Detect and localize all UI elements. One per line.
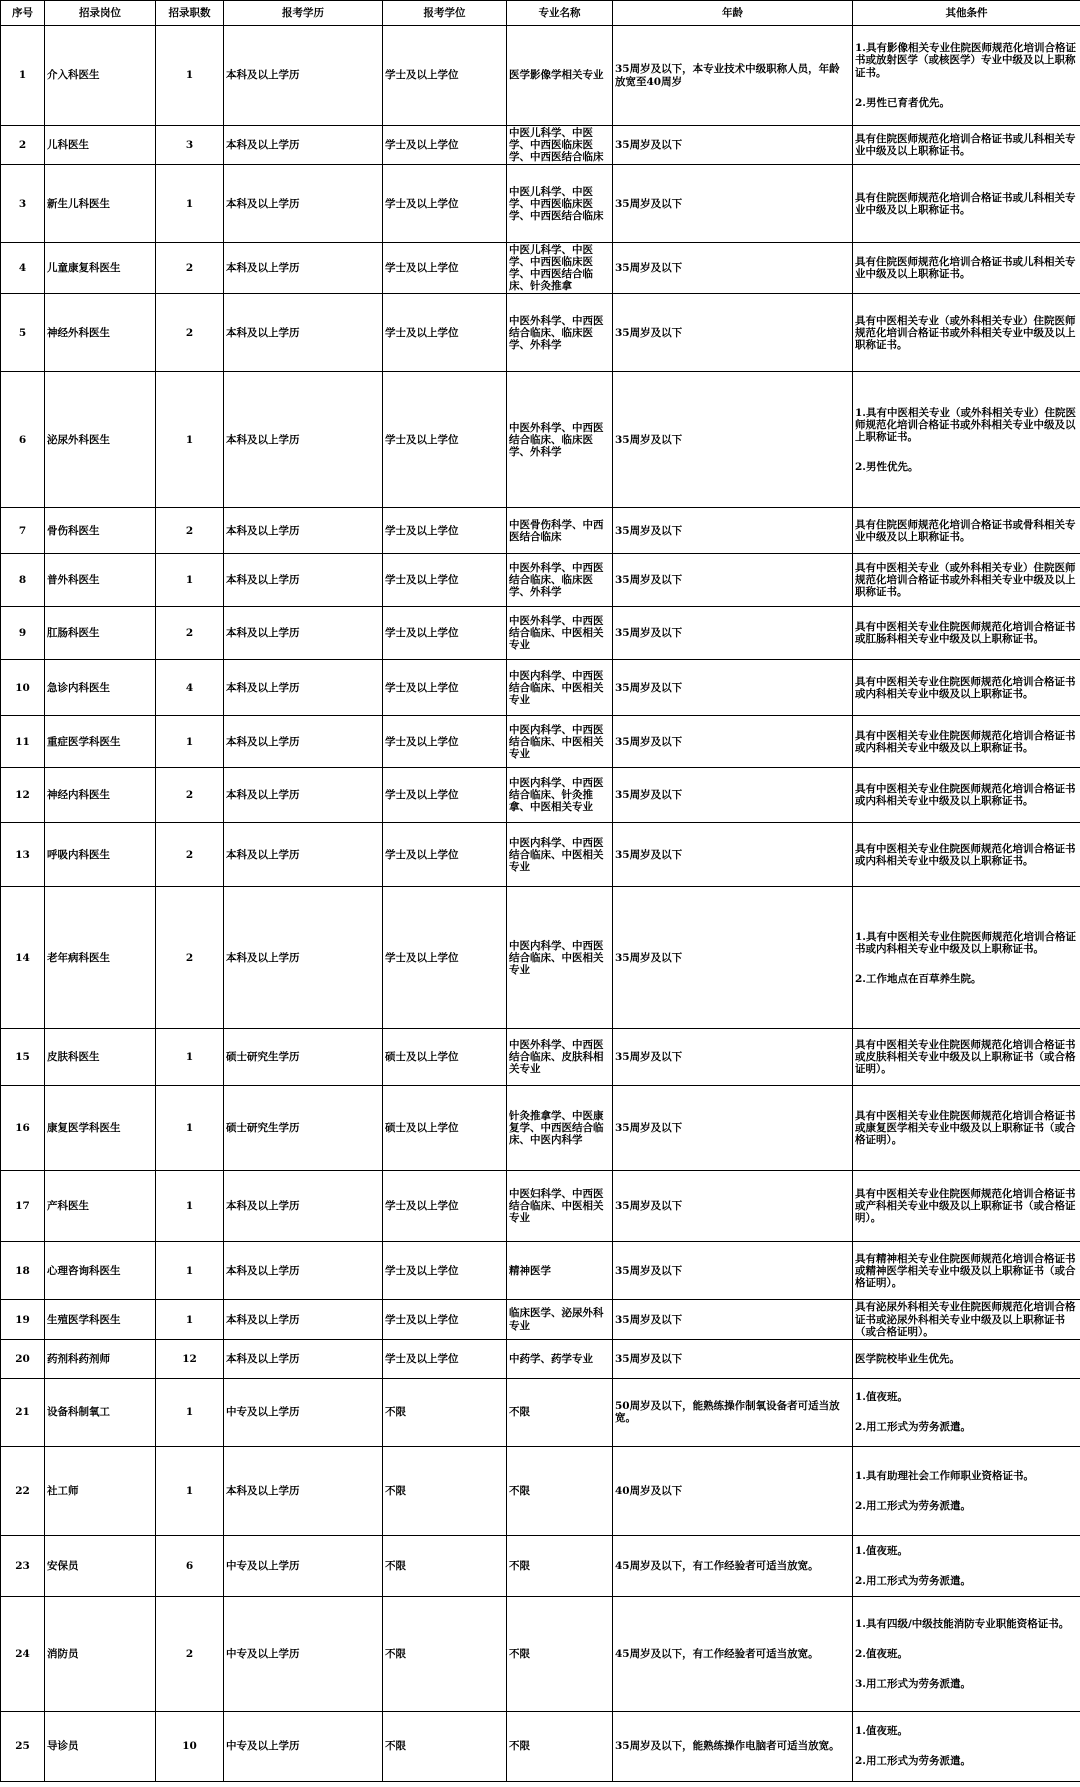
cell-age: 35周岁及以下: [613, 1029, 853, 1086]
cell-other-conditions: [853, 887, 1080, 1029]
cell-education: 本科及以上学历: [224, 607, 383, 660]
cell-major: 中医外科学、中西医结合临床、中医相关专业: [507, 607, 613, 660]
cell-other-conditions: [853, 1535, 1080, 1596]
header-row: [1, 1, 1080, 26]
header-cell-degree: 报考学位: [383, 1, 507, 26]
cell-major: 中医外科学、中西医结合临床、临床医学、外科学: [507, 554, 613, 607]
cell-degree: 学士及以上学位: [383, 1339, 507, 1378]
cell-post-name: 社工师: [45, 1446, 156, 1535]
table-row: [1, 1535, 1080, 1596]
cell-degree: 不限: [383, 1535, 507, 1596]
condition-line: 1.具有影像相关专业住院医师规范化培训合格证书或放射医学（或核医学）专业中级及以上职称证书。: [855, 42, 1076, 79]
condition-line: 2.男性已育者优先。: [855, 96, 950, 109]
cell-education: 硕士研究生学历: [224, 1029, 383, 1086]
cell-education: 本科及以上学历: [224, 294, 383, 372]
header-cell-no: 序号: [1, 1, 45, 26]
cell-post-count: 10: [156, 1711, 224, 1781]
cell-degree: 学士及以上学位: [383, 823, 507, 887]
cell-degree: 学士及以上学位: [383, 165, 507, 243]
table-row: [1, 372, 1080, 508]
table-row: [1, 607, 1080, 660]
cell-row-number: 16: [1, 1086, 45, 1171]
cell-post-name: 皮肤科医生: [45, 1029, 156, 1086]
cell-age: 35周岁及以下: [613, 126, 853, 165]
cell-age: 45周岁及以下，有工作经验者可适当放宽。: [613, 1535, 853, 1596]
cell-other-conditions: [853, 716, 1080, 768]
cell-degree: 学士及以上学位: [383, 716, 507, 768]
cell-age: 35周岁及以下，能熟练操作电脑者可适当放宽。: [613, 1711, 853, 1781]
cell-degree: 学士及以上学位: [383, 508, 507, 554]
table-row: [1, 1596, 1080, 1711]
condition-line: 具有中医相关专业住院医师规范化培训合格证书或皮肤科相关专业中级及以上职称证书（或合格证明）。: [855, 1039, 1076, 1076]
condition-line: 具有中医相关专业（或外科相关专业）住院医师规范化培训合格证书或外科相关专业中级及以上职称证书。: [855, 562, 1076, 599]
table-row: [1, 1029, 1080, 1086]
cell-degree: 学士及以上学位: [383, 1300, 507, 1339]
table-row: [1, 1378, 1080, 1446]
cell-row-number: 23: [1, 1535, 45, 1596]
cell-education: 本科及以上学历: [224, 1171, 383, 1242]
condition-line: 2.男性优先。: [855, 461, 919, 473]
cell-other-conditions: [853, 1339, 1080, 1378]
cell-post-name: 儿童康复科医生: [45, 243, 156, 294]
cell-post-count: 1: [156, 1086, 224, 1171]
cell-post-count: 2: [156, 1596, 224, 1711]
table-row: [1, 1711, 1080, 1781]
cell-education: 本科及以上学历: [224, 1300, 383, 1339]
cell-education: 中专及以上学历: [224, 1596, 383, 1711]
condition-line: 3.用工形式为劳务派遣。: [855, 1677, 971, 1690]
cell-post-name: 生殖医学科医生: [45, 1300, 156, 1339]
cell-degree: 学士及以上学位: [383, 768, 507, 823]
cell-age: 35周岁及以下: [613, 372, 853, 508]
cell-post-name: 急诊内科医生: [45, 660, 156, 716]
cell-post-name: 儿科医生: [45, 126, 156, 165]
cell-age: 35周岁及以下: [613, 1242, 853, 1300]
cell-other-conditions: [853, 508, 1080, 554]
cell-major: 不限: [507, 1596, 613, 1711]
cell-post-count: 1: [156, 1171, 224, 1242]
condition-line: 具有中医相关专业住院医师规范化培训合格证书或内科相关专业中级及以上职称证书。: [855, 729, 1076, 754]
cell-age: 40周岁及以下: [613, 1446, 853, 1535]
cell-post-count: 2: [156, 768, 224, 823]
cell-education: 本科及以上学历: [224, 554, 383, 607]
cell-row-number: 5: [1, 294, 45, 372]
cell-education: 本科及以上学历: [224, 508, 383, 554]
condition-line: 具有住院医师规范化培训合格证书或儿科相关专业中级及以上职称证书。: [855, 191, 1076, 216]
cell-major: 中医内科学、中西医结合临床、中医相关专业: [507, 660, 613, 716]
table-row: [1, 26, 1080, 126]
cell-education: 本科及以上学历: [224, 768, 383, 823]
cell-age: 35周岁及以下，本专业技术中级职称人员，年龄放宽至40周岁: [613, 26, 853, 126]
cell-row-number: 10: [1, 660, 45, 716]
cell-education: 本科及以上学历: [224, 1242, 383, 1300]
cell-major: 中医外科学、中西医结合临床、临床医学、外科学: [507, 294, 613, 372]
cell-post-count: 2: [156, 294, 224, 372]
condition-line: 具有住院医师规范化培训合格证书或儿科相关专业中级及以上职称证书。: [855, 256, 1076, 281]
condition-line: 1.具有中医相关专业住院医师规范化培训合格证书或内科相关专业中级及以上职称证书。: [855, 930, 1076, 955]
cell-post-count: 2: [156, 508, 224, 554]
cell-other-conditions: [853, 294, 1080, 372]
header-cell-major: 专业名称: [507, 1, 613, 26]
cell-age: 35周岁及以下: [613, 607, 853, 660]
cell-post-count: 1: [156, 1242, 224, 1300]
cell-post-count: 1: [156, 554, 224, 607]
cell-post-count: 1: [156, 1300, 224, 1339]
cell-age: 35周岁及以下: [613, 887, 853, 1029]
cell-row-number: 12: [1, 768, 45, 823]
cell-row-number: 15: [1, 1029, 45, 1086]
cell-age: 35周岁及以下: [613, 823, 853, 887]
cell-education: 中专及以上学历: [224, 1535, 383, 1596]
cell-other-conditions: [853, 372, 1080, 508]
cell-education: 硕士研究生学历: [224, 1086, 383, 1171]
cell-row-number: 9: [1, 607, 45, 660]
cell-degree: 不限: [383, 1711, 507, 1781]
cell-other-conditions: [853, 660, 1080, 716]
cell-degree: 学士及以上学位: [383, 887, 507, 1029]
cell-age: 35周岁及以下: [613, 294, 853, 372]
cell-row-number: 4: [1, 243, 45, 294]
cell-other-conditions: [853, 1242, 1080, 1300]
condition-line: 1.值夜班。: [855, 1725, 908, 1738]
cell-age: 35周岁及以下: [613, 165, 853, 243]
cell-other-conditions: [853, 1596, 1080, 1711]
cell-post-name: 产科医生: [45, 1171, 156, 1242]
cell-other-conditions: [853, 1711, 1080, 1781]
cell-major: 不限: [507, 1711, 613, 1781]
cell-post-name: 新生儿科医生: [45, 165, 156, 243]
condition-line: 1.值夜班。: [855, 1391, 908, 1404]
cell-major: 中医内科学、中西医结合临床、中医相关专业: [507, 887, 613, 1029]
cell-post-name: 药剂科药剂师: [45, 1339, 156, 1378]
table-body: [1, 26, 1080, 1782]
cell-degree: 学士及以上学位: [383, 294, 507, 372]
cell-post-count: 6: [156, 1535, 224, 1596]
cell-major: 中药学、药学专业: [507, 1339, 613, 1378]
cell-age: 35周岁及以下: [613, 508, 853, 554]
condition-line: 具有住院医师规范化培训合格证书或儿科相关专业中级及以上职称证书。: [855, 133, 1076, 158]
cell-post-name: 导诊员: [45, 1711, 156, 1781]
cell-post-count: 1: [156, 165, 224, 243]
header-cell-education: 报考学历: [224, 1, 383, 26]
cell-degree: 学士及以上学位: [383, 1171, 507, 1242]
cell-post-name: 重症医学科医生: [45, 716, 156, 768]
table-row: [1, 1086, 1080, 1171]
cell-other-conditions: [853, 768, 1080, 823]
cell-post-name: 消防员: [45, 1596, 156, 1711]
cell-row-number: 22: [1, 1446, 45, 1535]
cell-post-name: 呼吸内科医生: [45, 823, 156, 887]
cell-major: 中医儿科学、中医学、中西医临床医学、中西医结合临床、针灸推拿: [507, 243, 613, 294]
cell-major: 针灸推拿学、中医康复学、中西医结合临床、中医内科学: [507, 1086, 613, 1171]
header-cell-age: 年龄: [613, 1, 853, 26]
table-row: [1, 294, 1080, 372]
cell-row-number: 2: [1, 126, 45, 165]
cell-post-count: 1: [156, 1378, 224, 1446]
cell-education: 本科及以上学历: [224, 823, 383, 887]
table-row: [1, 554, 1080, 607]
header-cell-post: 招录岗位: [45, 1, 156, 26]
condition-line: 具有住院医师规范化培训合格证书或骨科相关专业中级及以上职称证书。: [855, 518, 1076, 543]
cell-other-conditions: [853, 126, 1080, 165]
cell-age: 35周岁及以下: [613, 554, 853, 607]
table-row: [1, 126, 1080, 165]
table-row: [1, 660, 1080, 716]
condition-line: 1.具有助理社会工作师职业资格证书。: [855, 1469, 1034, 1482]
cell-degree: 学士及以上学位: [383, 1242, 507, 1300]
cell-education: 本科及以上学历: [224, 716, 383, 768]
cell-major: 不限: [507, 1535, 613, 1596]
cell-other-conditions: [853, 1300, 1080, 1339]
cell-row-number: 21: [1, 1378, 45, 1446]
cell-education: 本科及以上学历: [224, 660, 383, 716]
condition-line: 具有中医相关专业住院医师规范化培训合格证书或产科相关专业中级及以上职称证书（或合格证明）。: [855, 1188, 1076, 1225]
cell-degree: 不限: [383, 1596, 507, 1711]
cell-post-count: 2: [156, 823, 224, 887]
cell-post-name: 神经内科医生: [45, 768, 156, 823]
cell-post-count: 4: [156, 660, 224, 716]
table-row: [1, 768, 1080, 823]
cell-degree: 学士及以上学位: [383, 660, 507, 716]
cell-age: 35周岁及以下: [613, 660, 853, 716]
cell-post-count: 2: [156, 607, 224, 660]
table-row: [1, 508, 1080, 554]
table-row: [1, 716, 1080, 768]
cell-major: 中医儿科学、中医学、中西医临床医学、中西医结合临床: [507, 165, 613, 243]
cell-post-count: 2: [156, 887, 224, 1029]
condition-line: 2.用工形式为劳务派遣。: [855, 1499, 971, 1512]
cell-other-conditions: [853, 1086, 1080, 1171]
cell-row-number: 19: [1, 1300, 45, 1339]
cell-age: 35周岁及以下: [613, 243, 853, 294]
table-row: [1, 823, 1080, 887]
header-cell-other: 其他条件: [853, 1, 1080, 26]
table-row: [1, 165, 1080, 243]
cell-major: 不限: [507, 1378, 613, 1446]
condition-line: 1.具有四级/中级技能消防专业职能资格证书。: [855, 1617, 1070, 1630]
cell-education: 本科及以上学历: [224, 887, 383, 1029]
condition-line: 具有中医相关专业（或外科相关专业）住院医师规范化培训合格证书或外科相关专业中级及以上职称证书。: [855, 314, 1076, 351]
cell-post-name: 介入科医生: [45, 26, 156, 126]
condition-line: 2.值夜班。: [855, 1647, 908, 1660]
cell-age: 35周岁及以下: [613, 1300, 853, 1339]
cell-row-number: 14: [1, 887, 45, 1029]
cell-major: 中医儿科学、中医学、中西医临床医学、中西医结合临床: [507, 126, 613, 165]
condition-line: 具有泌尿外科相关专业住院医师规范化培训合格证书或泌尿外科相关专业中级及以上职称证书（或合格证明）。: [855, 1301, 1076, 1338]
cell-education: 本科及以上学历: [224, 243, 383, 294]
cell-post-count: 12: [156, 1339, 224, 1378]
cell-post-name: 设备科制氧工: [45, 1378, 156, 1446]
cell-post-name: 康复医学科医生: [45, 1086, 156, 1171]
cell-major: 中医内科学、中西医结合临床、针灸推拿、中医相关专业: [507, 768, 613, 823]
condition-line: 具有中医相关专业住院医师规范化培训合格证书或康复医学相关专业中级及以上职称证书（或合格证明）。: [855, 1110, 1076, 1147]
cell-post-count: 1: [156, 26, 224, 126]
condition-line: 具有中医相关专业住院医师规范化培训合格证书或内科相关专业中级及以上职称证书。: [855, 675, 1076, 700]
cell-degree: 学士及以上学位: [383, 607, 507, 660]
cell-other-conditions: [853, 243, 1080, 294]
cell-education: 本科及以上学历: [224, 372, 383, 508]
condition-line: 2.用工形式为劳务派遣。: [855, 1755, 971, 1768]
cell-major: 中医内科学、中西医结合临床、中医相关专业: [507, 823, 613, 887]
cell-other-conditions: [853, 823, 1080, 887]
cell-post-name: 骨伤科医生: [45, 508, 156, 554]
cell-post-name: 肛肠科医生: [45, 607, 156, 660]
cell-post-name: 老年病科医生: [45, 887, 156, 1029]
cell-major: 中医骨伤科学、中西医结合临床: [507, 508, 613, 554]
condition-line: 1.具有中医相关专业（或外科相关专业）住院医师规范化培训合格证书或外科相关专业中级及以上职称证书。: [855, 406, 1076, 443]
cell-education: 中专及以上学历: [224, 1711, 383, 1781]
cell-age: 45周岁及以下，有工作经验者可适当放宽。: [613, 1596, 853, 1711]
cell-post-name: 心理咨询科医生: [45, 1242, 156, 1300]
cell-degree: 学士及以上学位: [383, 554, 507, 607]
cell-other-conditions: [853, 1029, 1080, 1086]
cell-row-number: 20: [1, 1339, 45, 1378]
table-row: [1, 1300, 1080, 1339]
cell-degree: 不限: [383, 1378, 507, 1446]
cell-degree: 不限: [383, 1446, 507, 1535]
cell-row-number: 3: [1, 165, 45, 243]
cell-row-number: 18: [1, 1242, 45, 1300]
cell-other-conditions: [853, 1446, 1080, 1535]
cell-row-number: 1: [1, 26, 45, 126]
cell-post-count: 1: [156, 372, 224, 508]
cell-post-count: 1: [156, 1446, 224, 1535]
table-row: [1, 1339, 1080, 1378]
condition-line: 医学院校毕业生优先。: [855, 1352, 960, 1365]
cell-post-count: 1: [156, 716, 224, 768]
cell-age: 35周岁及以下: [613, 716, 853, 768]
cell-row-number: 13: [1, 823, 45, 887]
cell-post-count: 2: [156, 243, 224, 294]
cell-age: 50周岁及以下，能熟练操作制氧设备者可适当放宽。: [613, 1378, 853, 1446]
cell-education: 本科及以上学历: [224, 165, 383, 243]
cell-post-name: 安保员: [45, 1535, 156, 1596]
cell-row-number: 8: [1, 554, 45, 607]
cell-major: 临床医学、泌尿外科专业: [507, 1300, 613, 1339]
condition-line: 2.工作地点在百草养生院。: [855, 972, 982, 985]
table-row: [1, 243, 1080, 294]
condition-line: 具有中医相关专业住院医师规范化培训合格证书或内科相关专业中级及以上职称证书。: [855, 842, 1076, 867]
cell-other-conditions: [853, 165, 1080, 243]
cell-education: 中专及以上学历: [224, 1378, 383, 1446]
cell-other-conditions: [853, 554, 1080, 607]
cell-major: 中医外科学、中西医结合临床、临床医学、外科学: [507, 372, 613, 508]
cell-major: 中医妇科学、中西医结合临床、中医相关专业: [507, 1171, 613, 1242]
cell-age: 35周岁及以下: [613, 1339, 853, 1378]
cell-degree: 学士及以上学位: [383, 372, 507, 508]
cell-post-name: 普外科医生: [45, 554, 156, 607]
cell-major: 中医内科学、中西医结合临床、中医相关专业: [507, 716, 613, 768]
table-row: [1, 1171, 1080, 1242]
cell-education: 本科及以上学历: [224, 1339, 383, 1378]
cell-major: 中医外科学、中西医结合临床、皮肤科相关专业: [507, 1029, 613, 1086]
table-row: [1, 1446, 1080, 1535]
cell-post-count: 3: [156, 126, 224, 165]
cell-degree: 学士及以上学位: [383, 26, 507, 126]
table-row: [1, 1242, 1080, 1300]
table-row: [1, 887, 1080, 1029]
cell-post-name: 神经外科医生: [45, 294, 156, 372]
cell-post-name: 泌尿外科医生: [45, 372, 156, 508]
cell-other-conditions: [853, 26, 1080, 126]
cell-other-conditions: [853, 1171, 1080, 1242]
cell-degree: 硕士及以上学位: [383, 1029, 507, 1086]
cell-row-number: 17: [1, 1171, 45, 1242]
cell-other-conditions: [853, 1378, 1080, 1446]
cell-age: 35周岁及以下: [613, 768, 853, 823]
cell-row-number: 7: [1, 508, 45, 554]
cell-other-conditions: [853, 607, 1080, 660]
cell-row-number: 24: [1, 1596, 45, 1711]
condition-line: 1.值夜班。: [855, 1544, 908, 1557]
header-cell-count: 招录职数: [156, 1, 224, 26]
condition-line: 具有精神相关专业住院医师规范化培训合格证书或精神医学相关专业中级及以上职称证书（或合格证明）。: [855, 1252, 1076, 1289]
cell-education: 本科及以上学历: [224, 1446, 383, 1535]
condition-line: 2.用工形式为劳务派遣。: [855, 1574, 971, 1587]
condition-line: 2.用工形式为劳务派遣。: [855, 1421, 971, 1434]
cell-age: 35周岁及以下: [613, 1086, 853, 1171]
condition-line: 具有中医相关专业住院医师规范化培训合格证书或肛肠科相关专业中级及以上职称证书。: [855, 621, 1076, 646]
cell-row-number: 11: [1, 716, 45, 768]
cell-degree: 学士及以上学位: [383, 126, 507, 165]
cell-major: 不限: [507, 1446, 613, 1535]
cell-education: 本科及以上学历: [224, 26, 383, 126]
cell-degree: 硕士及以上学位: [383, 1086, 507, 1171]
cell-row-number: 6: [1, 372, 45, 508]
cell-age: 35周岁及以下: [613, 1171, 853, 1242]
cell-education: 本科及以上学历: [224, 126, 383, 165]
cell-major: 医学影像学相关专业: [507, 26, 613, 126]
cell-row-number: 25: [1, 1711, 45, 1781]
cell-degree: 学士及以上学位: [383, 243, 507, 294]
condition-line: 具有中医相关专业住院医师规范化培训合格证书或内科相关专业中级及以上职称证书。: [855, 783, 1076, 808]
cell-post-count: 1: [156, 1029, 224, 1086]
cell-major: 精神医学: [507, 1242, 613, 1300]
